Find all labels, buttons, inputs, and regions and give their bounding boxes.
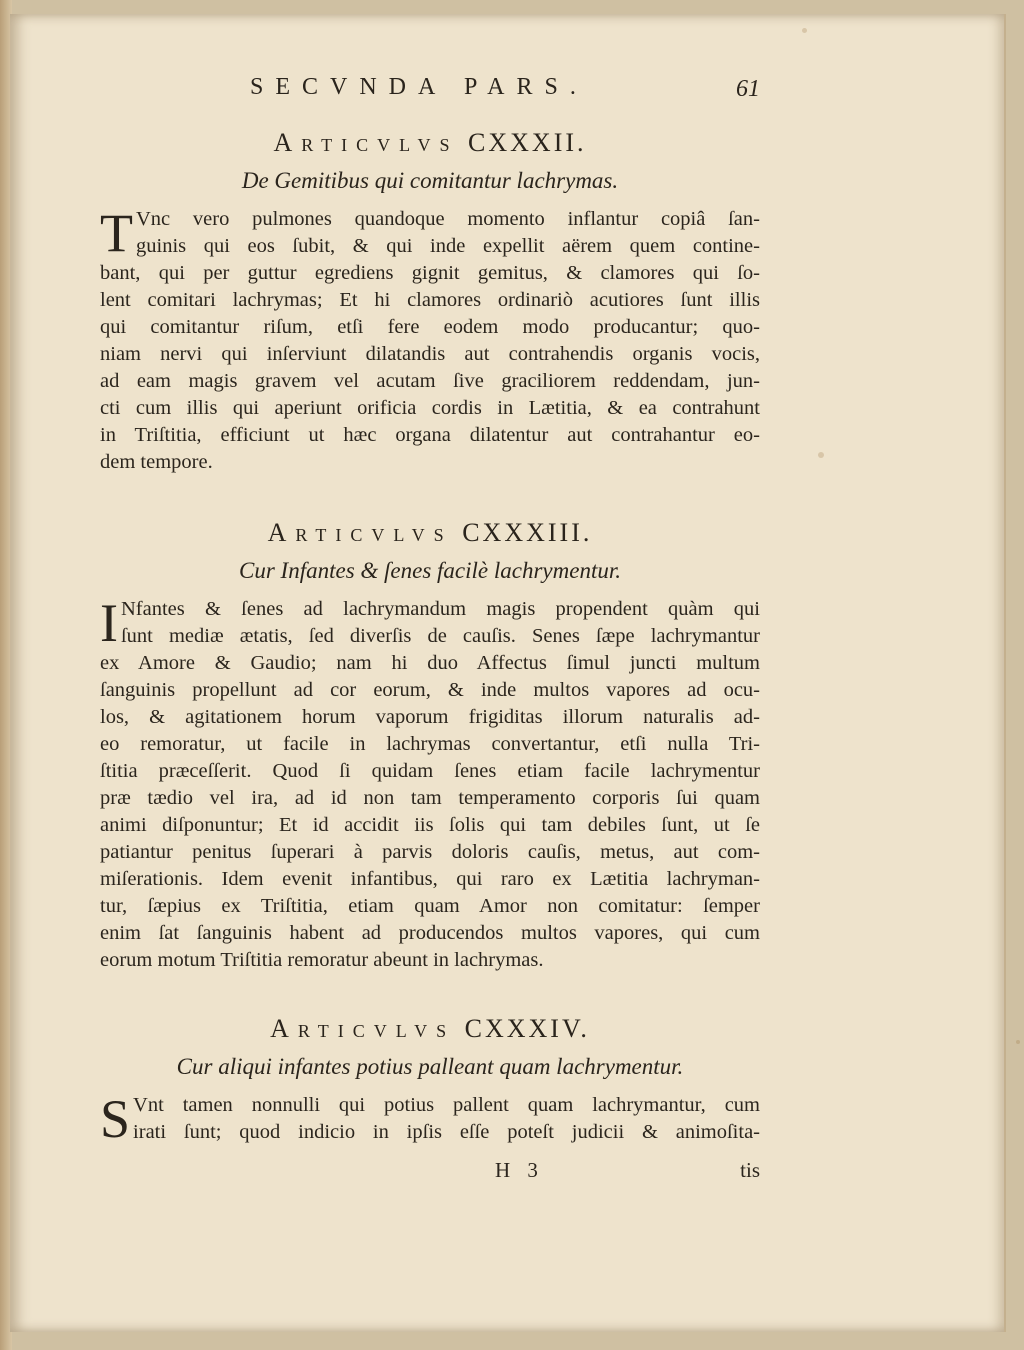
foxing-spot [818,452,824,458]
signature-mark: H 3 [495,1158,544,1182]
article-numeral: CXXXIV. [464,1014,590,1043]
article-heading [100,1014,760,1044]
article-label: Articvlvs [273,128,459,157]
article-subtitle: Cur aliqui infantes potius palleant quam lachrymentur. [176,1054,684,1079]
article-numeral: CXXXII. [468,128,587,157]
article-subtitle: De Gemitibus qui comitantur lachrymas. [241,168,619,193]
article-body [100,593,760,974]
foxing-spot [1016,1040,1020,1044]
text-line: bant, qui per guttur egrediens gignit gemitus, & clamores qui ſo- [100,262,760,284]
text-line: Vnc vero pulmones quandoque momento inflantur copiâ ſan- [136,208,760,230]
drop-cap: T [100,203,133,263]
text-line: ſunt mediæ ætatis, ſed diverſis de cauſis. Senes ſæpe lachrymantur [120,625,760,647]
drop-cap: I [100,593,118,653]
running-head: SECVNDA PARS. [250,74,588,100]
article-133 [100,518,760,974]
text-line: niam nervi qui inſerviunt dilatandis aut contrahendis organis vocis, [100,343,760,365]
text-line: ſtitia præceſſerit. Quod ſi quidam ſenes etiam facile lachrymentur [100,760,760,782]
text-line: præ tædio vel ira, ad id non tam temperamento corporis ſui quam [100,787,760,809]
article-heading [100,128,760,158]
text-line: lent comitari lachrymas; Et hi clamores ordinariò acutiores ſunt illis [100,289,760,311]
text-line: dem tempore. [100,451,213,473]
catchword: tis [740,1158,760,1182]
drop-cap: S [100,1089,131,1149]
article-132 [100,128,760,476]
text-line: los, & agitationem horum vaporum frigiditas illorum naturalis ad- [100,706,760,728]
article-body [100,203,760,476]
text-line: animi diſponuntur; Et id accidit iis ſolis qui tam debiles ſunt, ut ſe [100,814,760,836]
article-134 [100,1014,760,1149]
text-line: cti cum illis qui aperiunt orificia cordis in Lætitia, & ea contrahunt [100,397,760,419]
text-line: Vnt tamen nonnulli qui potius pallent quam lachrymantur, cum [133,1094,760,1116]
article-numeral: CXXXIII. [462,518,593,547]
text-line: ſanguinis propellunt ad cor eorum, & inde multos vapores ad ocu- [100,679,760,701]
text-line: eo remoratur, ut facile in lachrymas convertantur, etſi nulla Tri- [100,733,760,755]
text-line: enim ſat ſanguinis habent ad producendos multos vapores, qui cum [100,922,760,944]
article-subtitle: Cur Infantes & ſenes facilè lachrymentur. [239,558,621,583]
article-label: Articvlvs [270,1014,456,1043]
text-line: eorum motum Triſtitia remoratur abeunt in lachrymas. [100,949,544,971]
page-footer [100,1158,760,1186]
text-line: Nfantes & ſenes ad lachrymandum magis propendent quàm qui [120,598,760,620]
text-line: ad eam magis gravem vel acutam ſive graciliorem reddendam, jun- [100,370,760,392]
text-line: tur, ſæpius ex Triſtitia, etiam quam Amor non comitatur: ſemper [100,895,760,917]
foxing-spot [802,28,807,33]
text-line: in Triſtitia, efficiunt ut hæc organa dilatentur aut contrahantur eo- [100,424,760,446]
text-line: irati ſunt; quod indicio in ipſis eſſe poteſt judicii & animoſita- [133,1121,760,1143]
text-line: qui comitantur riſum, etſi fere eodem modo producantur; quo- [100,316,760,338]
page-header [250,74,760,106]
page-number: 61 [736,76,760,102]
text-line: ex Amore & Gaudio; nam hi duo Affectus ſimul juncti multum [100,652,760,674]
text-line: patiantur penitus ſuperari à parvis doloris cauſis, metus, aut com- [100,841,760,863]
article-label: Articvlvs [267,518,453,547]
text-line: miſerationis. Idem evenit infantibus, qui raro ex Lætitia lachryman- [100,868,760,890]
text-line: guinis qui eos ſubit, & qui inde expellit aërem quem contine- [136,235,760,257]
article-heading [100,518,760,548]
article-body [100,1089,760,1149]
